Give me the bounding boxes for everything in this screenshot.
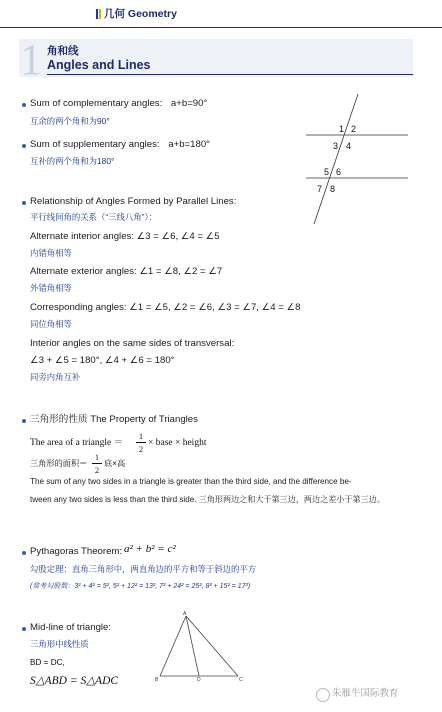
fraction-denominator: 2 [138, 444, 144, 454]
pythagoras-examples: (常考勾股数：3² + 4² = 5², 5² + 12² = 13², 7² + 24² = 25², 8² + 15² = 17²) [30, 583, 251, 590]
alternate-interior-angles: Alternate interior angles: ∠3 = ∠6, ∠4 = ∠5 [30, 231, 220, 242]
fraction-half [136, 431, 146, 454]
corresponding-cn: 同位角相等 [30, 319, 72, 329]
section-rule [47, 74, 413, 75]
angle-label-1: 1 [339, 124, 345, 134]
midline-cn: 三角形中线性质 [30, 639, 89, 649]
angle-label-8: 8 [330, 184, 336, 194]
bullet-dot [22, 144, 26, 148]
header-accent-mark [96, 9, 98, 19]
bullet-dot [22, 419, 26, 423]
fraction-denominator: 2 [94, 465, 100, 475]
pythagoras-heading: Pythagoras Theorem: [30, 546, 123, 557]
angle-label-2: 2 [351, 124, 357, 134]
header-accent-mark-secondary [99, 9, 101, 19]
same-side-interior-cn: 同旁内角互补 [30, 372, 81, 382]
midline-area-equation: S△ABD = S△ADC [30, 675, 119, 687]
triangle-side-ab [160, 616, 186, 676]
complementary-cn: 互余的两个角和为90° [30, 116, 110, 126]
angle-label-4: 4 [346, 141, 352, 151]
fraction-bar [136, 442, 146, 443]
pythagoras-formula: a² + b² = c² [124, 543, 176, 555]
triangle-area-en-suffix: × base × height [148, 438, 207, 448]
triangle-area-cn-suffix: 底×高 [104, 459, 126, 468]
bullet-dot [22, 201, 26, 205]
triangle-sides-line1: The sum of any two sides in a triangle is greater than the third side, and the difference be- [30, 477, 352, 486]
same-side-interior-heading: Interior angles on the same sides of transversal: [30, 338, 235, 349]
triangle-sides-line2: tween any two sides is less than the third side. 三角形两边之和大于第三边，两边之差小于第三边。 [30, 495, 385, 504]
wechat-logo-icon [316, 688, 330, 702]
supplementary-formula: a+b=180° [168, 139, 210, 150]
parallel-heading: Relationship of Angles Formed by Parallel Lines: [30, 196, 237, 207]
section-title-cn: 角和线 [47, 45, 79, 57]
complementary-label: Sum of complementary angles: [30, 98, 163, 109]
page-header-title: 几何 Geometry [104, 8, 177, 20]
point-label-a: A [183, 611, 187, 617]
triangle-median-ad [186, 616, 199, 676]
midline-heading: Mid-line of triangle: [30, 622, 112, 633]
transversal-line [314, 94, 358, 224]
section-title-en: Angles and Lines [47, 58, 151, 72]
supplementary-cn: 互补的两个角和为180° [30, 156, 115, 166]
angle-label-7: 7 [317, 184, 323, 194]
parallel-heading-cn: 平行线间角的关系（“三线八角”）： [30, 212, 158, 222]
median-triangle-diagram [152, 610, 246, 682]
triangle-property-heading: 三角形的性质 The Property of Triangles [30, 414, 198, 425]
angle-label-6: 6 [336, 167, 342, 177]
watermark-text: 朱雁牛国际教育 [332, 688, 399, 699]
header-divider [0, 27, 442, 28]
point-label-d: D [197, 677, 201, 682]
angle-label-3: 3 [333, 141, 339, 151]
complementary-formula: a+b=90° [170, 98, 208, 109]
fraction-numerator: 1 [94, 452, 100, 462]
fraction-half-cn [92, 452, 102, 475]
triangle-area-cn: 三角形的面积＝ [30, 459, 88, 468]
point-label-b: B [155, 677, 159, 682]
same-side-interior-formula: ∠3 + ∠5 = 180°, ∠4 + ∠6 = 180° [30, 355, 175, 366]
bullet-dot [22, 627, 26, 631]
fraction-numerator: 1 [138, 431, 144, 441]
triangle-area-en: The area of a triangle ＝ [30, 438, 124, 448]
parallel-lines-diagram [296, 92, 416, 226]
triangle-side-ac [186, 616, 238, 676]
alternate-exterior-cn: 外错角相等 [30, 283, 72, 293]
alternate-interior-cn: 内错角相等 [30, 248, 72, 258]
section-number: 1 [20, 35, 42, 84]
complementary-heading [30, 98, 207, 110]
bullet-dot [22, 103, 26, 107]
supplementary-heading [30, 139, 210, 151]
supplementary-label: Sum of supplementary angles: [30, 139, 160, 150]
fraction-bar [92, 463, 102, 464]
midline-bd-dc: BD = DC, [30, 658, 65, 667]
bullet-dot [22, 551, 26, 555]
angle-label-5: 5 [324, 167, 330, 177]
point-label-c: C [239, 677, 243, 682]
alternate-exterior-angles: Alternate exterior angles: ∠1 = ∠8, ∠2 = ∠7 [30, 266, 223, 277]
corresponding-angles: Corresponding angles: ∠1 = ∠5, ∠2 = ∠6, ∠3 = ∠7, ∠4 = ∠8 [30, 302, 301, 313]
pythagoras-cn: 勾股定理：直角三角形中，两直角边的平方和等于斜边的平方 [30, 564, 257, 574]
